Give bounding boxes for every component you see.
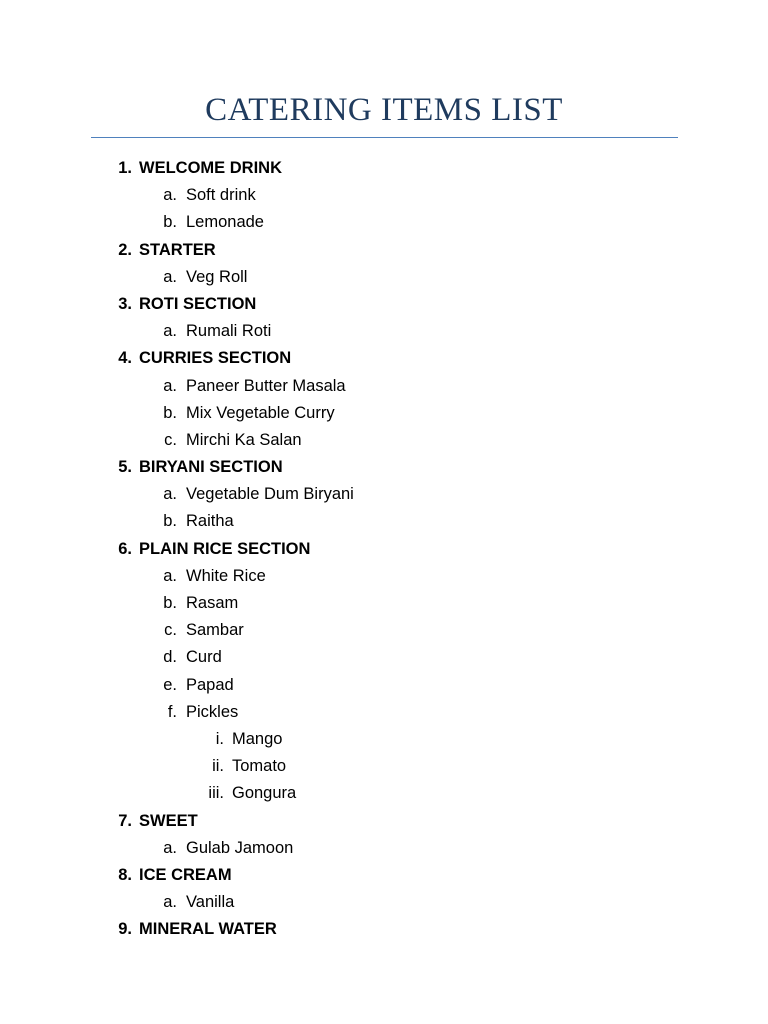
- list-marker: 2.: [118, 240, 132, 259]
- list-item: [0, 835, 768, 862]
- list-marker: 4.: [118, 349, 132, 368]
- list-item-text: Mix Vegetable Curry: [186, 403, 335, 422]
- list-marker: a.: [163, 566, 177, 585]
- list-item-text: Mango: [232, 729, 283, 748]
- title-underline-rule: [91, 137, 678, 138]
- list-item-text: Mirchi Ka Salan: [186, 430, 302, 449]
- list-item-text: Veg Roll: [186, 267, 248, 286]
- sub-list-item: [0, 753, 768, 780]
- list-marker: e.: [163, 675, 177, 694]
- section-heading: [0, 808, 768, 835]
- sub-list-item: [0, 726, 768, 753]
- list-item: [0, 264, 768, 291]
- list-item-text: BIRYANI SECTION: [139, 458, 283, 477]
- list-marker: 7.: [118, 811, 132, 830]
- list-item-text: PLAIN RICE SECTION: [139, 539, 311, 558]
- list-item: [0, 644, 768, 671]
- section-heading: [0, 237, 768, 264]
- list-marker: 9.: [118, 920, 132, 939]
- sub-list-item: [0, 780, 768, 807]
- list-item-text: Lemonade: [186, 213, 264, 232]
- list-item-text: Gongura: [232, 784, 297, 803]
- list-marker: c.: [164, 430, 177, 449]
- list-marker: 5.: [118, 458, 132, 477]
- section-heading: [0, 536, 768, 563]
- list-marker: iii.: [208, 784, 224, 803]
- list-item-text: Vanilla: [186, 893, 235, 912]
- list-marker: b.: [163, 213, 177, 232]
- list-marker: 3.: [118, 294, 132, 313]
- catering-items-list: [0, 155, 768, 943]
- list-item: [0, 481, 768, 508]
- list-item-text: Soft drink: [186, 186, 256, 205]
- list-item: [0, 508, 768, 535]
- list-item-text: Pickles: [186, 702, 239, 721]
- list-marker: ii.: [212, 757, 224, 776]
- list-marker: 8.: [118, 865, 132, 884]
- document-title: CATERING ITEMS LIST: [205, 92, 563, 128]
- list-marker: a.: [163, 838, 177, 857]
- list-item: [0, 318, 768, 345]
- list-marker: b.: [163, 403, 177, 422]
- list-item-text: MINERAL WATER: [139, 920, 277, 939]
- list-item-text: Gulab Jamoon: [186, 838, 294, 857]
- section-heading: [0, 862, 768, 889]
- list-item: [0, 617, 768, 644]
- list-item-text: Raitha: [186, 512, 234, 531]
- section-heading: [0, 345, 768, 372]
- list-marker: b.: [163, 594, 177, 612]
- list-item-text: Tomato: [232, 757, 287, 776]
- list-item-text: WELCOME DRINK: [139, 159, 282, 177]
- list-marker: a.: [163, 267, 177, 286]
- list-marker: a.: [163, 376, 177, 395]
- list-item-text: Vegetable Dum Biryani: [186, 485, 354, 504]
- list-item: [0, 889, 768, 916]
- list-marker: c.: [164, 621, 177, 640]
- list-item-text: STARTER: [139, 240, 216, 259]
- list-item: [0, 563, 768, 590]
- list-item-text: CURRIES SECTION: [139, 349, 292, 368]
- list-item: [0, 400, 768, 427]
- list-item: [0, 427, 768, 454]
- section-heading: [0, 454, 768, 481]
- list-marker: b.: [163, 512, 177, 531]
- list-item: [0, 182, 768, 209]
- section-heading: [0, 916, 768, 943]
- list-marker: a.: [163, 322, 177, 341]
- list-item-text: Curd: [186, 648, 222, 667]
- list-marker: a.: [163, 485, 177, 504]
- section-heading: [0, 291, 768, 318]
- list-item-text: Papad: [186, 675, 234, 694]
- list-marker: f.: [167, 702, 177, 721]
- list-item-text: SWEET: [139, 811, 198, 830]
- list-marker: a.: [163, 893, 177, 912]
- list-marker: 6.: [118, 539, 132, 558]
- list-item-text: White Rice: [186, 566, 266, 585]
- list-item-text: ROTI SECTION: [139, 294, 257, 313]
- list-item: [0, 209, 768, 236]
- list-item: [0, 699, 768, 726]
- list-marker: a.: [163, 186, 177, 205]
- list-item: [0, 590, 768, 617]
- section-heading: [0, 155, 768, 182]
- list-marker: 1.: [118, 159, 132, 177]
- list-item-text: ICE CREAM: [139, 865, 232, 884]
- list-item: [0, 373, 768, 400]
- list-item-text: Sambar: [186, 621, 244, 640]
- list-marker: d.: [163, 648, 177, 667]
- list-item-text: Rumali Roti: [186, 322, 272, 341]
- list-item-text: Rasam: [186, 594, 239, 612]
- list-marker: i.: [215, 729, 224, 748]
- list-item: [0, 672, 768, 699]
- list-item-text: Paneer Butter Masala: [186, 376, 346, 395]
